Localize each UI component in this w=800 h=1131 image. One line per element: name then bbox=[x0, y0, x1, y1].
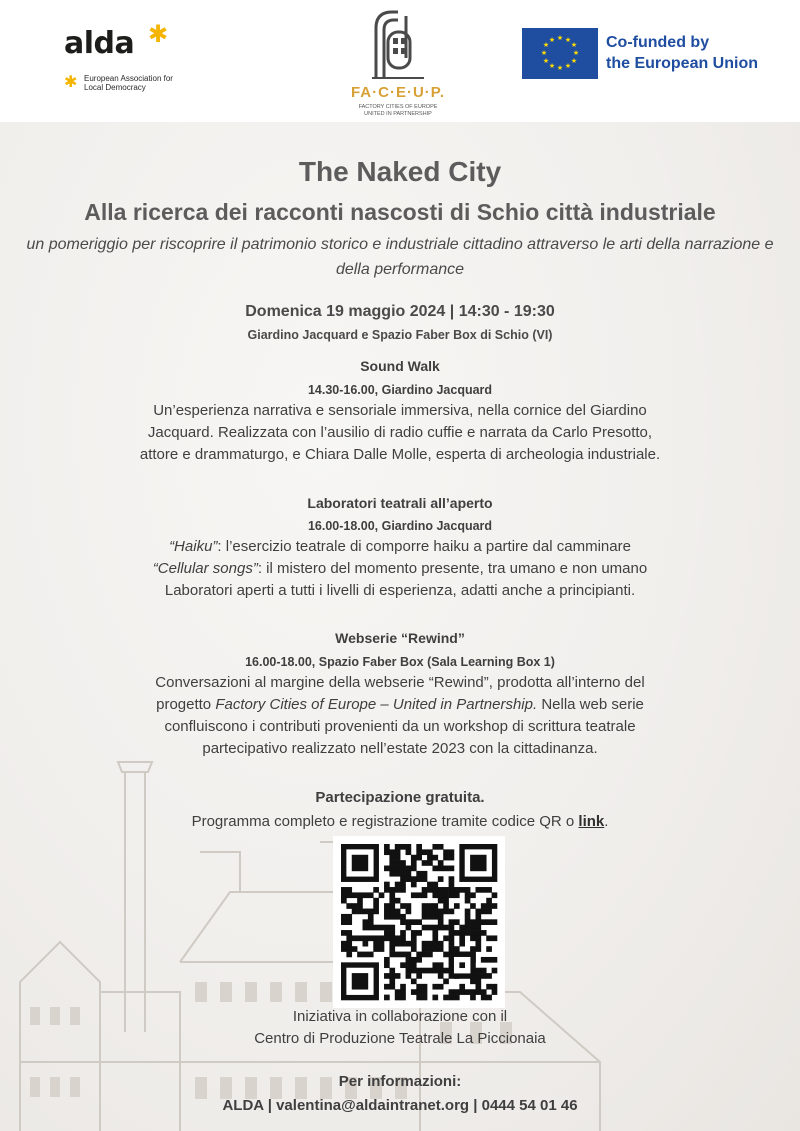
svg-text:★: ★ bbox=[564, 36, 572, 44]
faceup-wordmark: FA·C·E·U·P. bbox=[350, 84, 446, 101]
section-body-webserie: Conversazioni al margine della webserie “Rewind”, prodotta all’interno del progetto Factory Cities of Europe – United in Partnership. Nella web serie confluiscono i contributi provenienti da un workshop di scrittura teatrale partecipativo realizzato nell’estate 2023 con la cittadinanza. bbox=[155, 674, 645, 757]
section-body-sound-walk: Un’esperienza narrativa e sensoriale immersiva, nella cornice del Giardino Jacquard. Realizzata con l’ausilio di radio cuffie e narrata da Carlo Presotto, attore e drammaturgo, e Chiara Dalle Molle, esperta di archeologia industriale. bbox=[139, 402, 661, 463]
contact-label: Per informazioni: bbox=[338, 1073, 462, 1090]
svg-text:★: ★ bbox=[572, 49, 580, 57]
poster-body bbox=[0, 122, 800, 1131]
faceup-building-icon bbox=[362, 8, 434, 82]
svg-text:★: ★ bbox=[570, 41, 578, 49]
eu-cofunded-text: Co-funded by the European Union bbox=[606, 34, 758, 72]
free-participation: Partecipazione gratuita. bbox=[315, 789, 485, 806]
registration-text: Programma completo e registrazione tramite codice QR o link. bbox=[191, 813, 609, 830]
registration-link[interactable]: link bbox=[578, 813, 605, 830]
header-bar bbox=[0, 0, 800, 122]
star-icon: ✱ bbox=[148, 21, 169, 48]
section-heading-webserie: Webserie “Rewind” bbox=[335, 630, 465, 646]
cellular-songs-title: “Cellular songs” bbox=[152, 560, 258, 577]
svg-text:★: ★ bbox=[542, 41, 550, 49]
section-heading-sound-walk: Sound Walk bbox=[360, 358, 440, 374]
qr-code[interactable] bbox=[333, 836, 505, 1008]
event-tagline: un pomeriggio per riscoprire il patrimonio storico e industriale cittadino attraverso le arti della narrazione e della performance bbox=[26, 236, 774, 278]
section-time-laboratori: 16.00-18.00, Giardino Jacquard bbox=[307, 519, 493, 533]
svg-text:★: ★ bbox=[570, 57, 578, 65]
svg-text:★: ★ bbox=[548, 62, 556, 70]
star-icon: ✱ bbox=[64, 74, 78, 91]
svg-text:★: ★ bbox=[564, 62, 572, 70]
event-venue: Giardino Jacquard e Spazio Faber Box di Schio (VI) bbox=[247, 328, 553, 342]
svg-text:★: ★ bbox=[542, 57, 550, 65]
faceup-subtitle: FACTORY CITIES OF EUROPE UNITED IN PARTNERSHIP bbox=[358, 104, 438, 117]
faceup-logo bbox=[348, 8, 448, 120]
svg-text:★: ★ bbox=[556, 64, 564, 72]
section-time-webserie: 16.00-18.00, Spazio Faber Box (Sala Learning Box 1) bbox=[245, 655, 555, 669]
alda-logo bbox=[64, 21, 174, 96]
contact-details: ALDA | valentina@aldaintranet.org | 0444 54 01 46 bbox=[222, 1097, 578, 1114]
svg-text:★: ★ bbox=[548, 36, 556, 44]
collaboration-text: Iniziativa in collaborazione con il Centro di Produzione Teatrale La Piccionaia bbox=[254, 1008, 546, 1047]
section-heading-laboratori: Laboratori teatrali all’aperto bbox=[307, 495, 493, 511]
eu-flag-icon bbox=[522, 28, 598, 79]
event-date: Domenica 19 maggio 2024 | 14:30 - 19:30 bbox=[245, 303, 555, 320]
alda-wordmark: alda bbox=[64, 26, 135, 61]
svg-text:★: ★ bbox=[540, 49, 548, 57]
haiku-title: “Haiku” bbox=[169, 538, 218, 555]
event-title: The Naked City bbox=[298, 156, 502, 187]
svg-text:★: ★ bbox=[556, 34, 564, 42]
section-time-sound-walk: 14.30-16.00, Giardino Jacquard bbox=[307, 383, 493, 397]
event-subtitle: Alla ricerca dei racconti nascosti di Schio città industriale bbox=[84, 199, 716, 225]
alda-subtitle: European Association for Local Democracy bbox=[84, 74, 173, 92]
section-body-laboratori: “Haiku”: l’esercizio teatrale di comporre haiku a partire dal camminare “Cellular songs”: il mistero del momento presente, tra umano e non umano Laboratori aperti a tutti i livelli di esperienza, adatti anche a principianti. bbox=[152, 538, 648, 599]
